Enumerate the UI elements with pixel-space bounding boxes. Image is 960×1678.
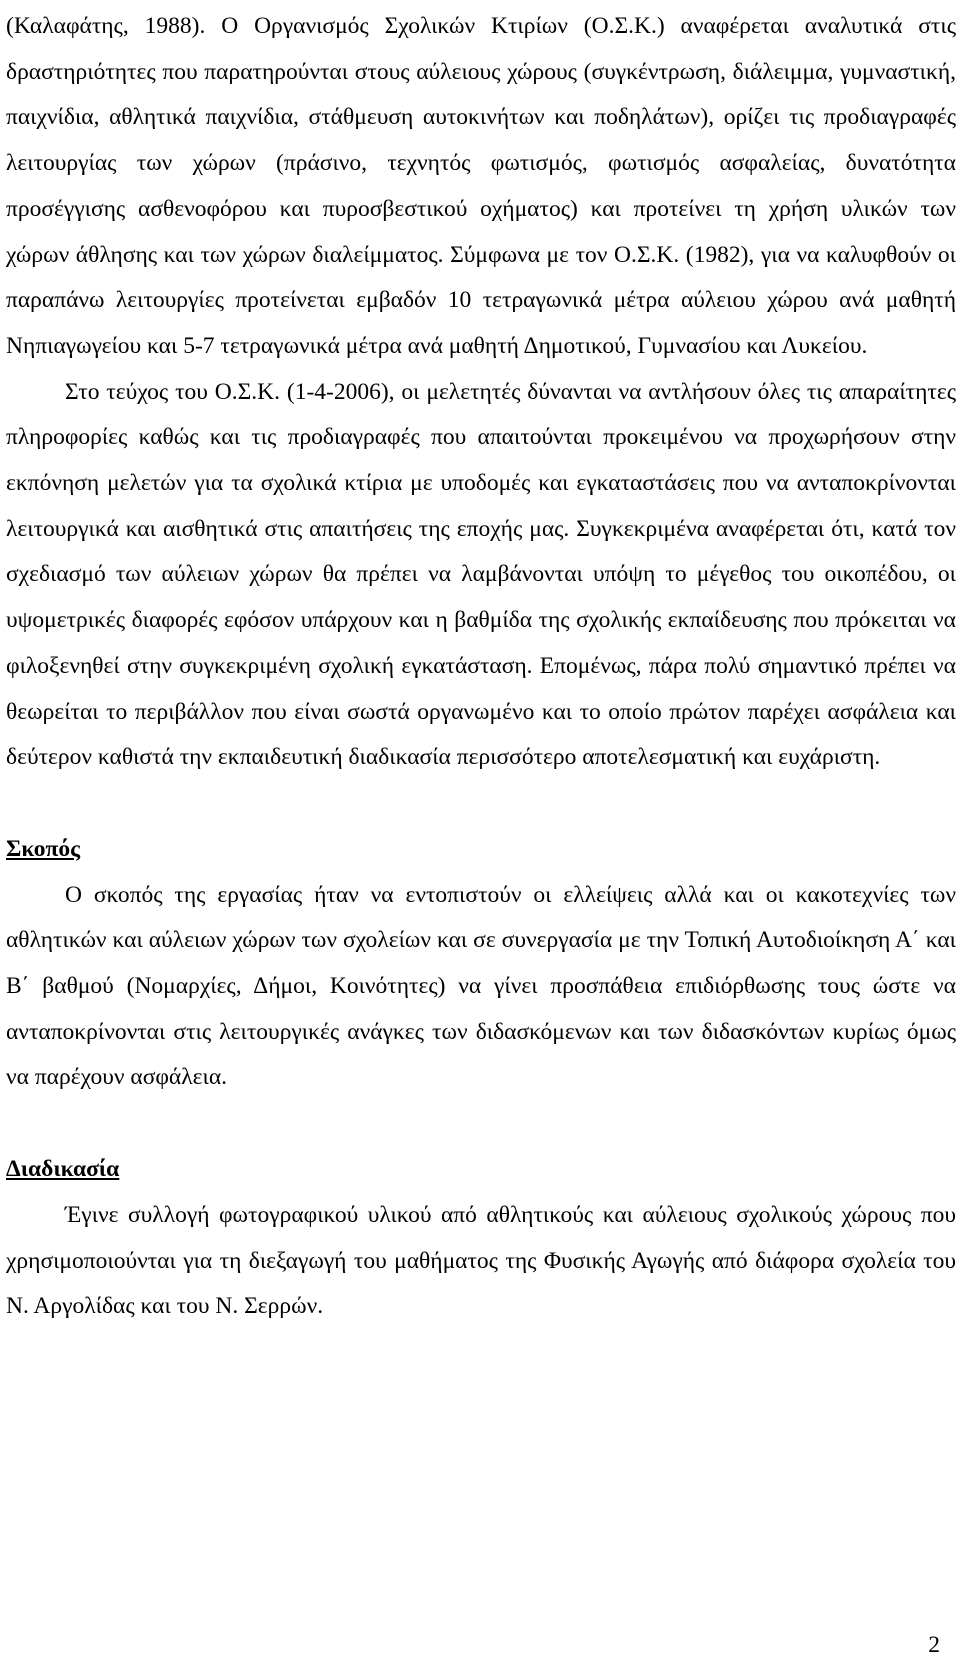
page-number: 2 bbox=[928, 1632, 940, 1658]
section-procedure-text: Έγινε συλλογή φωτογραφικού υλικού από αθλητικούς και αύλειους σχολικούς χώρους που χρησιμοποιούνται για τη διεξαγωγή του μαθήματος της Φυσικής Αγωγής από διάφορα σχολεία του Ν. Αργολίδας και του Ν. Σερρών. bbox=[6, 1201, 956, 1320]
section-procedure bbox=[6, 1147, 956, 1330]
document-page bbox=[6, 4, 956, 1330]
section-purpose bbox=[6, 827, 956, 1101]
section-purpose-text: Ο σκοπός της εργασίας ήταν να εντοπιστούν οι ελλείψεις αλλά και οι κακοτεχνίες των αθλητικών και αύλειων χώρων των σχολείων και σε συνεργασία με την Τοπική Αυτοδιοίκηση Α΄ και Β΄ βαθμού (Νομαρχίες, Δήμοι, Κοινότητες) να γίνει προσπάθεια επιδιόρθωσης τους ώστε να ανταποκρίνονται στις λειτουργικές ανάγκες των διδασκόμενων και των διδασκόντων κυρίως όμως να παρέχουν ασφάλεια. bbox=[6, 881, 956, 1091]
intro-paragraph: (Καλαφάτης, 1988). Ο Οργανισμός Σχολικών Κτιρίων (Ο.Σ.Κ.) αναφέρεται αναλυτικά στις δραστηριότητες που παρατηρούνται στους αύλειους χώρους (συγκέντρωση, διάλειμμα, γυμναστική, παιχνίδια, αθλητικά παιχνίδια, στάθμευση αυτοκινήτων και ποδηλάτων), ορίζει τις προδιαγραφές λειτουργίας των χώρων (πράσινο, τεχνητός φωτισμός, φωτισμός ασφαλείας, δυνατότητα προσέγγισης ασθενοφόρου και πυροσβεστικού οχήματος) και προτείνει τη χρήση υλικών των χώρων άθλησης και των χώρων διαλείμματος. Σύμφωνα με τον Ο.Σ.Κ. (1982), για να καλυφθούν οι παραπάνω λειτουργίες προτείνεται εμβαδόν 10 τετραγωνικά μέτρα αύλειου χώρου ανά μαθητή Νηπιαγωγείου και 5-7 τετραγωνικά μέτρα ανά μαθητή Δημοτικού, Γυμνασίου και Λυκείου. bbox=[6, 13, 956, 359]
osk-2006-paragraph: Στο τεύχος του Ο.Σ.Κ. (1-4-2006), οι μελετητές δύνανται να αντλήσουν όλες τις απαραίτητες πληροφορίες καθώς και τις προδιαγραφές που απαιτούνται προκειμένου να προχωρήσουν στην εκπόνηση μελετών για τα σχολικά κτίρια με υποδομές και εγκαταστάσεις που να ανταποκρίνονται λειτουργικά και αισθητικά στις απαιτήσεις της εποχής μας. Συγκεκριμένα αναφέρεται ότι, κατά τον σχεδιασμό των αύλειων χώρων θα πρέπει να λαμβάνονται υπόψη το μέγεθος του οικοπέδου, οι υψομετρικές διαφορές εφόσον υπάρχουν και η βαθμίδα της σχολικής εκπαίδευσης που πρόκειται να φιλοξενηθεί στην συγκεκριμένη σχολική εγκατάσταση. Επομένως, πάρα πολύ σημαντικό πρέπει να θεωρείται το περιβάλλον που είναι σωστά οργανωμένο και το οποίο πρώτον παρέχει ασφάλεια και δεύτερον καθιστά την εκπαιδευτική διαδικασία περισσότερο αποτελεσματική και ευχάριστη. bbox=[6, 378, 956, 771]
section-heading-procedure: Διαδικασία bbox=[6, 1156, 120, 1183]
section-heading-purpose: Σκοπός bbox=[6, 835, 81, 862]
